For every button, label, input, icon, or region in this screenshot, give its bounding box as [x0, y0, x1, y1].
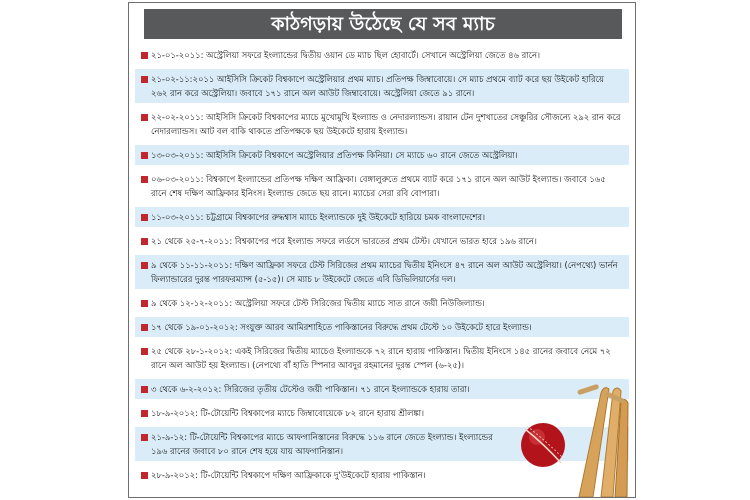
bullet-icon	[141, 348, 148, 355]
bullet-icon	[141, 410, 148, 417]
item-text: ০৬-০৩-২০১১: বিশ্বকাপে ইংল্যান্ডের প্রতিপক্ষ দক্ষিণ আফ্রিকা। বেঙ্গালুরুতে প্রথমে ব্যাট করে ১৭১ রানে অল আউট ইংল্যান্ড। জবাবে ১৬৫ রানে শেষ দক্ষিণ আফ্রিকার ইনিংস। ইংল্যান্ড জেতে ছয় রানে। ম্যাচের সেরা রবি বোপারা।	[151, 174, 606, 198]
headline: কাঠগড়ায় উঠেছে যে সব ম্যাচ	[144, 9, 622, 39]
list-item	[135, 69, 629, 103]
bullet-icon	[141, 238, 148, 245]
bullet-icon	[141, 472, 148, 479]
item-text: ১১-০৩-২০১১: চট্টগ্রামে বিশ্বকাপের রুদ্ধশ্বাস ম্যাচে ইংল্যান্ডকে দুই উইকেটে হারিয়ে চমক বাংলাদেশের।	[151, 212, 485, 222]
bullet-icon	[141, 114, 148, 121]
article-panel	[128, 2, 636, 498]
item-text: ১৭ থেকে ১৯-০১-২০১২: সংযুক্ত আরব আমিরশাহিতে পাকিস্তানের বিরুদ্ধে প্রথম টেস্টে ১০ উইকেটে হারে ইংল্যান্ড।	[151, 322, 532, 332]
bullet-icon	[141, 300, 148, 307]
item-text: ২৮-৯-২০১২: টি-টোয়েন্টি বিশ্বকাপে দক্ষিণ আফ্রিকাকে দু'উইকেটে হারায় পাকিস্তান।	[151, 470, 426, 480]
list-item	[135, 293, 629, 313]
list-item	[135, 45, 629, 65]
bullet-icon	[141, 434, 148, 441]
cricket-ball-stumps-illustration	[509, 373, 635, 497]
bullet-icon	[141, 324, 148, 331]
list-item	[135, 169, 629, 203]
item-text: ১৮-৯-২০১২: টি-টোয়েন্টি বিশ্বকাপের ম্যাচে জিম্বাবোয়েকে ৮২ রানে হারায় শ্রীলঙ্কা।	[151, 408, 424, 418]
item-text: ৩ থেকে ৬-২-২০১২: সিরিজের তৃতীয় টেস্টেও জয়ী পাকিস্তান। ৭১ রানে ইংল্যান্ডকে হারায় তারা।	[151, 384, 470, 394]
bullet-icon	[141, 152, 148, 159]
list-item	[135, 231, 629, 251]
item-text: ৯ থেকে ১১-১১-২০১১: দক্ষিণ আফ্রিকা সফরে টেস্ট সিরিজের প্রথম ম্যাচের দ্বিতীয় ইনিংসে ৪৭ রানে অল আউট অস্ট্রেলিয়া। (নেপথ্যে) ভার্নন ফিল্যান্ডারের দুরন্ত পারফরম্যান্স (৫-১৫)। সে ম্যাচ ৮ উইকেটে জেতে এবি ডিভিলিয়ার্সের দল।	[151, 260, 618, 284]
list-item	[135, 145, 629, 165]
item-text: ২১-০১-২০১১: অস্ট্রেলিয়া সফরে ইংল্যান্ডের দ্বিতীয় ওয়ান ডে ম্যাচ ছিল হোবার্টে। সেখানে অস্ট্রেলিয়া জেতে ৪৬ রানে।	[151, 50, 541, 60]
bullet-icon	[141, 214, 148, 221]
item-text: ২১ থেকে ২৫-৭-২০১১: বিশ্বকাপের পরে ইংল্যান্ড সফরে লর্ডসে ভারতের প্রথম টেস্ট। যেখানে ভারত হারে ১৯৬ রানে।	[151, 236, 537, 246]
list-item	[135, 341, 629, 375]
list-item	[135, 107, 629, 141]
list-item	[135, 207, 629, 227]
bullet-icon	[141, 52, 148, 59]
item-text: ২২-০২-২০১১: আইসিসি ক্রিকেট বিশ্বকাপের ম্যাচে মুখোমুখি ইংল্যান্ড ও নেদারল্যান্ডস। রায়ান টেন দুশখাতের সেঞ্চুরির সৌজন্যে ২৯২ রান করে নেদারল্যান্ডস। আট বল বাকি থাকতে প্রতিপক্ষকে ছয় উইকেটে হারায় ইংল্যান্ড।	[151, 112, 621, 136]
bullet-icon	[141, 386, 148, 393]
list-item	[135, 317, 629, 337]
bullet-icon	[141, 76, 148, 83]
item-text: ৯ থেকে ১২-১২-২০১১: অস্ট্রেলিয়া সফরে টেস্ট সিরিজের দ্বিতীয় ম্যাচে সাত রানে জয়ী নিউজিল্যান্ড।	[151, 298, 485, 308]
item-text: ২১-০২-১১:২০১১ আইসিসি ক্রিকেট বিশ্বকাপে অস্ট্রেলিয়ার প্রথম ম্যাচ। প্রতিপক্ষ জিম্বাবোয়ে। সে ম্যাচ প্রথমে ব্যাট করে ছয় উইকেট হারিয়ে ২৬২ রান করে অস্ট্রেলিয়া। জবাবে ১৭১ রানে অল আউট জিম্বাবোয়ে। অস্ট্রেলিয়া জেতে ৯১ রানে।	[151, 74, 604, 98]
item-text: ২৫ থেকে ২৮-১-২০১২: একই সিরিজের দ্বিতীয় ম্যাচেও ইংল্যান্ডকে ৭২ রানে হারায় পাকিস্তান। দ্বিতীয় ইনিংসে ১৪৫ রানের জবাবে নেমে ৭২ রানে অল আউট হয় ইংল্যান্ড। (নেপথ্যে বাঁ হাতি স্পিনার আবদুর রহমানের দুরন্ত স্পেল (৬-২৫)।	[151, 346, 611, 370]
list-item	[135, 255, 629, 289]
item-text: ২১-৯-১২: টি-টোয়েন্টি বিশ্বকাপের ম্যাচে আফগানিস্তানের বিরুদ্ধে ১১৬ রানে জেতে ইংল্যান্ড। ইংল্যান্ডের ১৯৬ রানের জবাবে ৮০ রানে শেষ হয়ে যায় আফগানিস্তান।	[151, 432, 493, 456]
bullet-icon	[141, 176, 148, 183]
bullet-icon	[141, 262, 148, 269]
item-text: ১৩-০৩-২০১১: আইসিসি ক্রিকেট বিশ্বকাপে অস্ট্রেলিয়ার প্রতিপক্ষ কিনিয়া। সে ম্যাচে ৬০ রানে জেতে অস্ট্রেলিয়া।	[151, 150, 518, 160]
